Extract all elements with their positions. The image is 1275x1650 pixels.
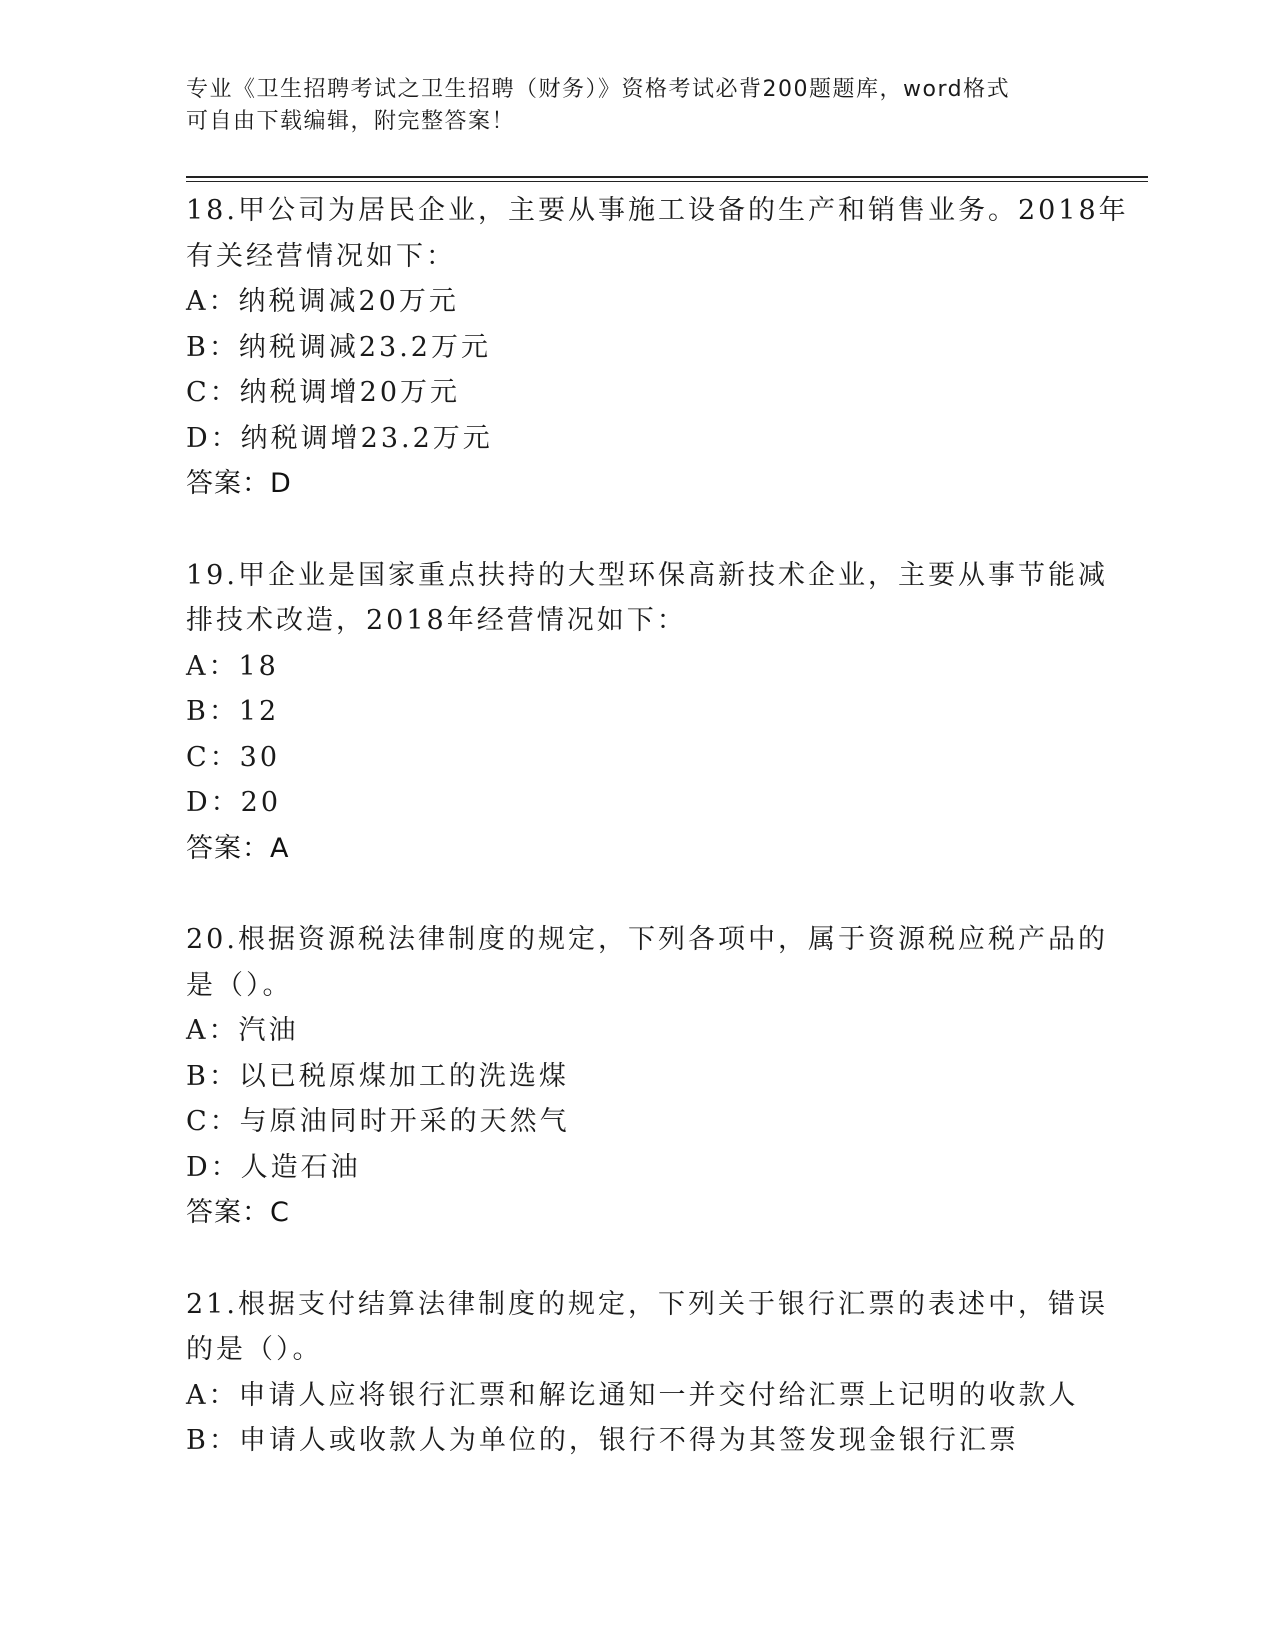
option-b: B：申请人或收款人为单位的，银行不得为其签发现金银行汇票 <box>186 1425 1019 1456</box>
header-line-1: 专业《卫生招聘考试之卫生招聘（财务）》资格考试必背200题题库，word格式 <box>186 77 1011 102</box>
header-line-2: 可自由下载编辑，附完整答案！ <box>186 109 516 134</box>
answer-line: 答案：C <box>186 1197 290 1228</box>
option-a: A：纳税调减20万元 <box>186 286 459 317</box>
header-divider <box>186 176 1148 182</box>
question-stem-line: 有关经营情况如下： <box>186 240 456 272</box>
question-stem-line: 21.根据支付结算法律制度的规定，下列关于银行汇票的表述中，错误 <box>186 1288 1108 1320</box>
document-header <box>186 74 1066 138</box>
question-stem-line: 18.甲公司为居民企业，主要从事施工设备的生产和销售业务。2018年 <box>186 195 1129 226</box>
question-stem-line: 20.根据资源税法律制度的规定，下列各项中，属于资源税应税产品的 <box>186 924 1108 955</box>
question-stem-line: 19.甲企业是国家重点扶持的大型环保高新技术企业，主要从事节能减 <box>186 559 1108 591</box>
question-stem-line: 排技术改造，2018年经营情况如下： <box>186 605 687 636</box>
option-c: C：纳税调增20万元 <box>186 377 461 408</box>
question-stem-line: 是（）。 <box>186 969 293 1001</box>
option-b: B：以已税原煤加工的洗选煤 <box>186 1060 569 1092</box>
option-a: A：申请人应将银行汇票和解讫通知一并交付给汇票上记明的收款人 <box>186 1379 1079 1411</box>
question-list <box>186 188 1129 1510</box>
option-d: D：20 <box>186 787 282 818</box>
question-19 <box>186 553 1108 872</box>
option-d: D：纳税调增23.2万元 <box>186 422 493 454</box>
question-21 <box>186 1282 1108 1464</box>
answer-line: 答案：D <box>186 468 292 499</box>
answer-line: 答案：A <box>186 832 290 864</box>
option-a: A：18 <box>186 650 279 682</box>
question-stem-line: 的是（）。 <box>186 1334 323 1365</box>
question-20 <box>186 917 1108 1236</box>
option-c: C：30 <box>186 741 281 773</box>
option-b: B：12 <box>186 696 280 727</box>
option-a: A：汽油 <box>186 1015 299 1046</box>
option-c: C：与原油同时开采的天然气 <box>186 1106 570 1137</box>
question-18 <box>186 188 1129 507</box>
option-d: D：人造石油 <box>186 1151 361 1183</box>
option-b: B：纳税调减23.2万元 <box>186 331 491 363</box>
